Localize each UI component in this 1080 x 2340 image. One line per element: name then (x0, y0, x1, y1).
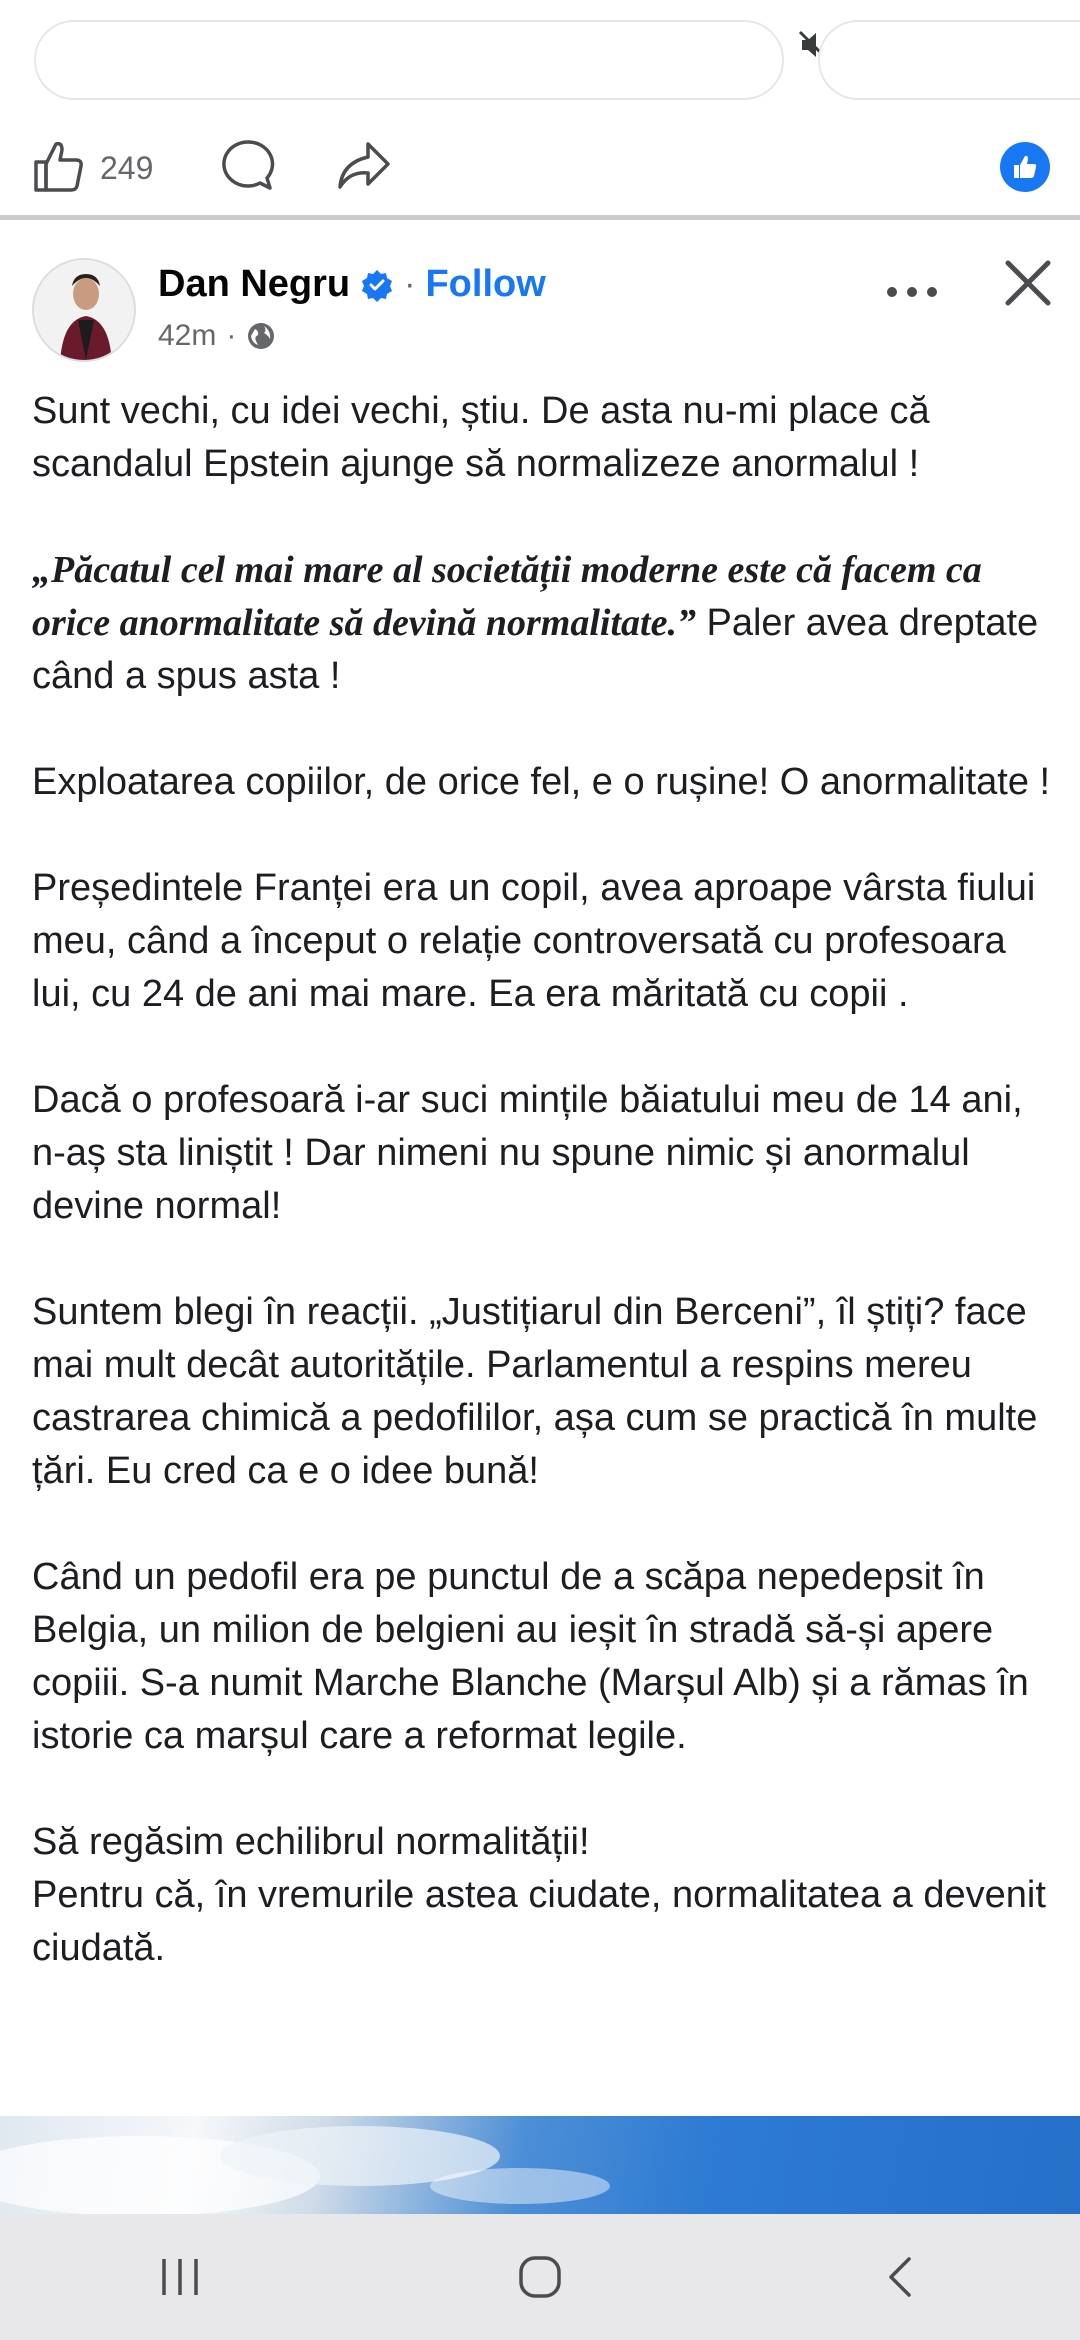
paragraph-2: Exploatarea copiilor, de orice fel, e o rușine! O anormalitate ! (32, 761, 1051, 803)
avatar[interactable] (32, 258, 136, 362)
paragraph-5: Suntem blegi în reacții. „Justițiarul din Berceni”, îl știți? face mai mult decât autoritățile. Parlamentul a respins mereu castrarea chimică a pedofililor, așa cum se practică în multe țări. Eu cred ca e o idee bună! (32, 1291, 1038, 1492)
follow-button[interactable]: Follow (425, 263, 546, 305)
share-button[interactable] (336, 138, 392, 199)
back-icon (885, 2255, 915, 2299)
navigation-bar (0, 2214, 1080, 2340)
verified-icon (360, 268, 394, 302)
globe-icon (246, 321, 276, 351)
like-button[interactable] (32, 138, 153, 199)
paragraph-quote (32, 544, 1052, 703)
meta-separator: · (226, 319, 237, 352)
reaction-bar (0, 120, 1080, 220)
recents-icon (158, 2257, 202, 2297)
author-line (158, 263, 546, 306)
previous-pill-left (34, 20, 784, 100)
post-time[interactable]: 42m (158, 319, 217, 352)
close-icon[interactable] (1000, 255, 1056, 311)
back-button[interactable] (840, 2237, 960, 2317)
post-image[interactable] (0, 2116, 1080, 2214)
author-name[interactable]: Dan Negru (158, 263, 351, 305)
post-meta (158, 319, 276, 353)
comment-button[interactable] (220, 138, 276, 199)
previous-pill-right (818, 20, 1080, 100)
paragraph-4: Dacă o profesoară i-ar suci mințile băiatului meu de 14 ani, n-aș sta liniștit ! Dar nimeni nu spune nimic și anormalul devine normal! (32, 1079, 1023, 1227)
quote-tail: Paler avea dreptate când a spus asta ! (32, 602, 1039, 697)
comment-icon (220, 138, 276, 199)
post-text (32, 385, 1052, 1975)
quote-text: „Păcatul cel mai mare al societății moderne este că facem ca orice anormalitate să devină normalitate.” (32, 549, 982, 644)
like-icon (32, 138, 86, 199)
like-badge-icon (1011, 153, 1039, 181)
paragraph-3: Președintele Franței era un copil, avea aproape vârsta fiului meu, când a început o relație controversată cu profesoara lui, cu 24 de ani mai mare. Ea era măritată cu copii . (32, 867, 1036, 1015)
like-count: 249 (100, 150, 154, 186)
paragraph-7: Să regăsim echilibrul normalității! (32, 1821, 590, 1863)
paragraph-8: Pentru că, în vremurile astea ciudate, normalitatea a devenit ciudată. (32, 1874, 1046, 1969)
home-button[interactable] (480, 2237, 600, 2317)
paragraph-6: Când un pedofil era pe punctul de a scăpa nepedepsit în Belgia, un milion de belgieni au ieșit în stradă să-și apere copiii. S-a numit Marche Blanche (Marșul Alb) și a rămas în istorie ca marșul care a reformat legile. (32, 1556, 1029, 1757)
author-separator: · (404, 265, 416, 303)
like-reaction-badge (1000, 142, 1050, 192)
home-icon (518, 2255, 562, 2299)
recents-button[interactable] (120, 2237, 240, 2317)
more-icon[interactable] (882, 277, 942, 307)
share-icon (336, 138, 392, 199)
previous-post-edge (0, 60, 1080, 100)
paragraph-1: Sunt vechi, cu idei vechi, știu. De asta nu-mi place că scandalul Epstein ajunge să normalizeze anormalul ! (32, 390, 930, 485)
